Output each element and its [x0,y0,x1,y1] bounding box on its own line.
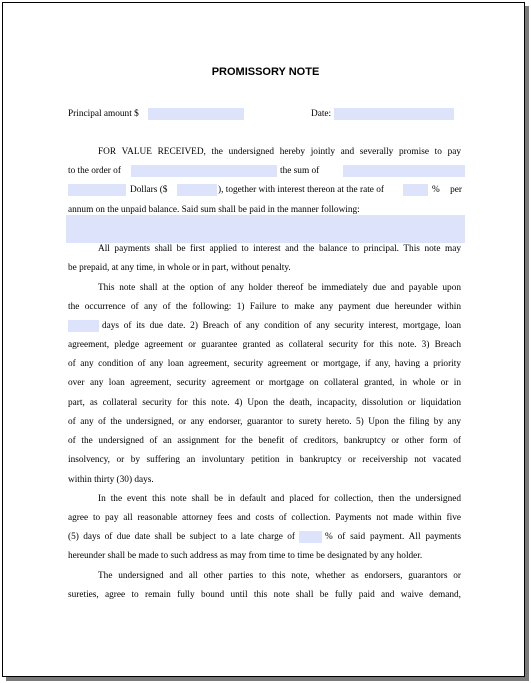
sum-of-label: the sum of [280,166,320,176]
p3-line-1: This note shall at the option of any holder thereof be immediately due and payable upon [98,283,461,293]
p3-line-11: within thirty (30) days. [68,475,154,485]
p5-line-1: The undersigned and all other parties to this note, whether as endorsers, guarantors or [98,571,461,581]
interest-rate-field[interactable] [403,184,428,196]
p3-line-5: of any condition of any loan agreement, security agreement or mortgage, if any, having a priority [68,359,461,369]
p3-line-6: over any loan agreement, security agreement or mortgage on collateral granted, in whole or in [68,378,461,388]
p3-line-9: of the undersigned of an assignment for the benefit of creditors, bankruptcy or other form of [68,436,461,446]
p3-line-10: insolvency, or by suffering an involuntary petition in bankruptcy or receivership not vacated [68,455,461,465]
percent-per-label: % per [432,185,462,195]
p4-line-1: In the event this note shall be in default and placed for collection, then the undersigned [98,494,461,504]
p5-line-2: sureties, agree to remain fully bound until this note shall be fully paid and waive demand, [68,590,461,600]
p4-line-2: agree to pay all reasonable attorney fees and costs of collection. Payments not made within five [68,513,461,523]
payment-manner-field[interactable] [66,215,465,243]
p3-line-8: of any of the undersigned, or any endorser, guarantor to surety hereto. 5) Upon the filing by any [68,417,461,427]
p4-line-3b: % of said payment. All payments [325,532,461,542]
sum-words-field[interactable] [343,165,465,177]
payee-field[interactable] [131,165,277,177]
p1-line-4: annum on the unpaid balance. Said sum shall be paid in the manner following: [68,205,360,215]
dollar-amount-field[interactable] [177,184,217,196]
sum-words-field-cont[interactable] [68,184,126,196]
late-charge-field[interactable] [299,531,322,543]
interest-text: ), together with interest thereon at the rate of [218,185,384,195]
p3-line-3: days of its due date. 2) Breach of any condition of any security interest, mortgage, loan [102,321,461,331]
p2-line-1: All payments shall be first applied to interest and the balance to principal. This note may [98,244,461,254]
principal-label: Principal amount $ [68,109,139,119]
p3-line-7: part, as collateral security for this note. 4) Upon the death, incapacity, dissolution or liquidation [68,398,461,408]
p3-line-2: the occurrence of any of the following: 1) Failure to make any payment due hereunder within [68,302,461,312]
p3-line-4: agreement, pledge agreement or guarantee granted as collateral security for this note. 3) Breach [68,340,461,350]
principal-amount-field[interactable] [148,108,244,120]
date-field[interactable] [334,108,454,120]
days-field[interactable] [68,320,99,332]
p4-line-3a: (5) days of due date shall be subject to a late charge of [68,532,295,542]
document-title: PROMISSORY NOTE [211,66,320,78]
p2-line-2: be prepaid, at any time, in whole or in part, without penalty. [68,263,291,273]
order-of-label: to the order of [68,166,121,176]
dollars-label: Dollars ($ [130,185,168,195]
p1-line-1: FOR VALUE RECEIVED, the undersigned hereby jointly and severally promise to pay [98,147,461,157]
date-label: Date: [311,109,332,119]
p4-line-4: hereunder shall be made to such address as may from time to time be designated by any holder. [68,551,423,561]
